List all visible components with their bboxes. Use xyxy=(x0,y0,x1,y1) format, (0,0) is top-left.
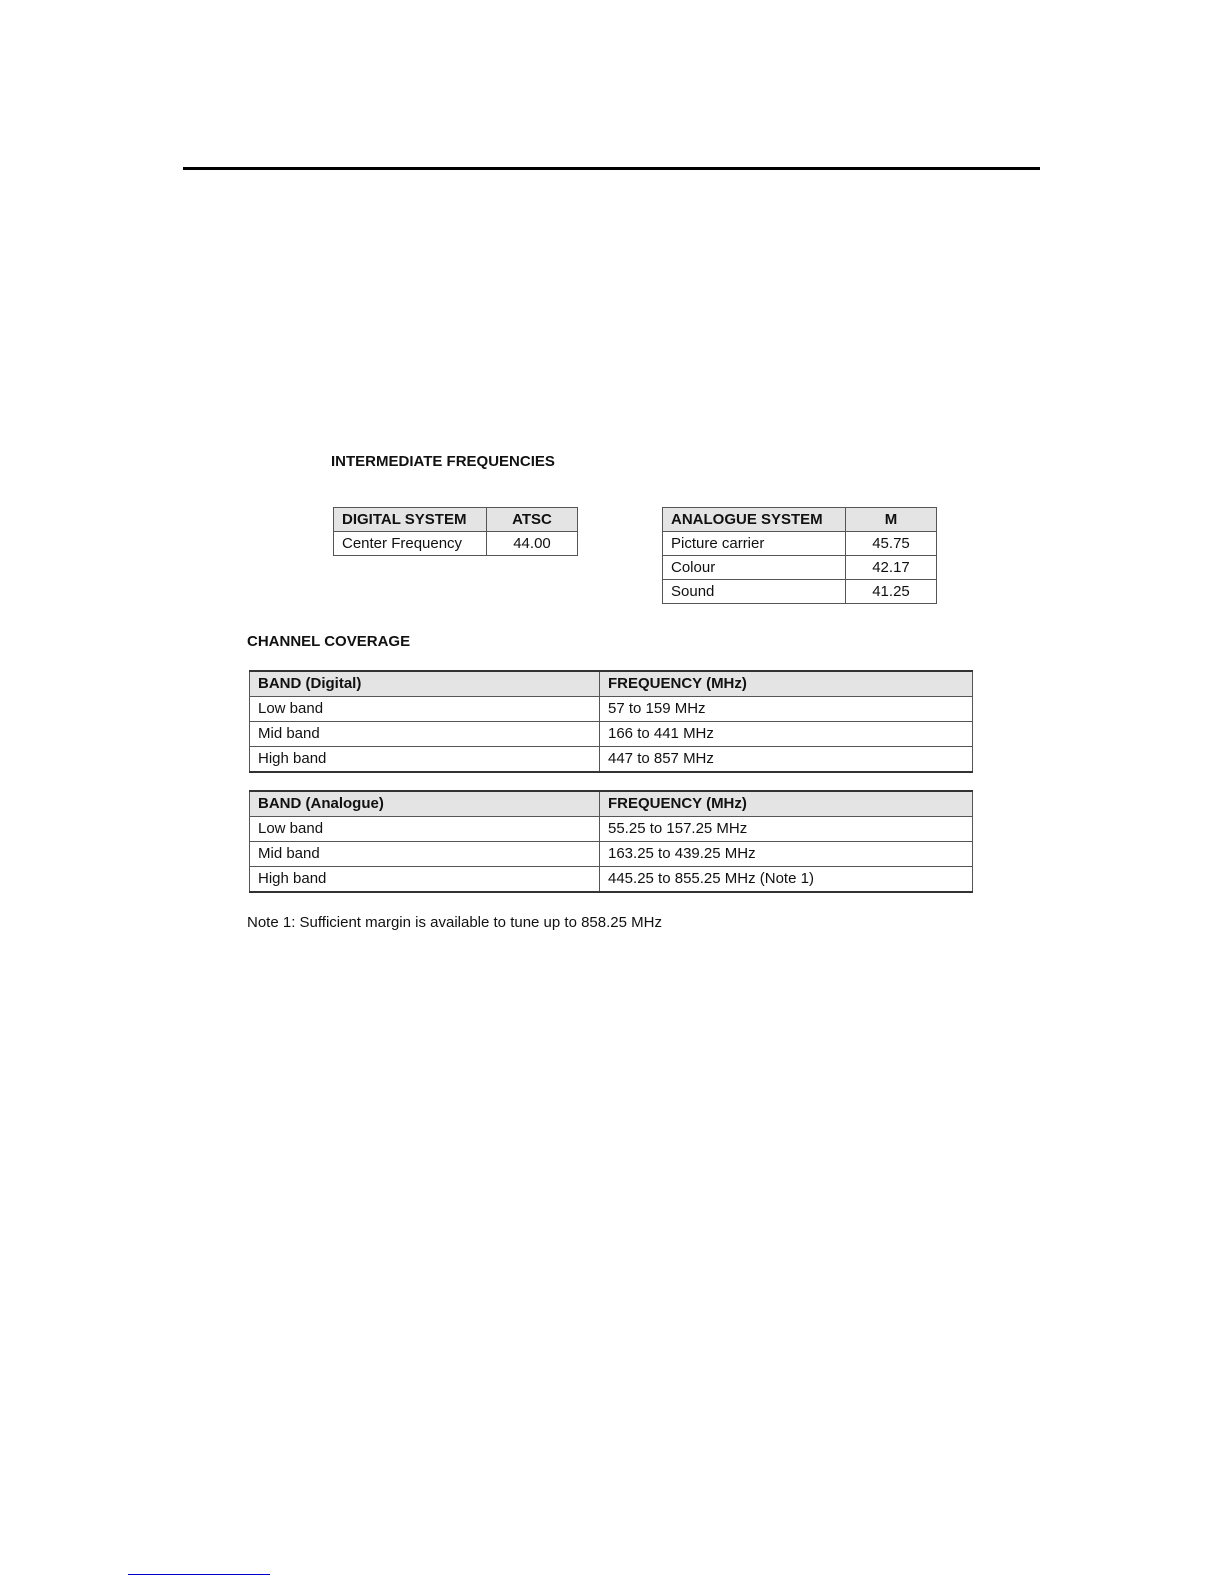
frequency-header: FREQUENCY (MHz) xyxy=(600,791,973,817)
band-frequency: 55.25 to 157.25 MHz xyxy=(600,817,973,842)
frequency-header: FREQUENCY (MHz) xyxy=(600,671,973,697)
band-digital-header: BAND (Digital) xyxy=(250,671,600,697)
band-name: Mid band xyxy=(250,842,600,867)
table-row xyxy=(250,722,973,747)
table-row xyxy=(663,580,937,604)
table-header-row xyxy=(663,508,937,532)
analogue-band-table xyxy=(249,790,973,893)
table-header-row xyxy=(250,791,973,817)
row-value: 44.00 xyxy=(487,532,578,556)
channel-coverage-heading: CHANNEL COVERAGE xyxy=(247,633,411,650)
row-label: Picture carrier xyxy=(663,532,846,556)
footnote: Note 1: Sufficient margin is available to tune up to 858.25 MHz xyxy=(247,914,662,931)
row-value: 45.75 xyxy=(846,532,937,556)
table-row xyxy=(334,532,578,556)
m-header: M xyxy=(846,508,937,532)
table-row xyxy=(250,842,973,867)
band-name: Low band xyxy=(250,697,600,722)
band-frequency: 166 to 441 MHz xyxy=(600,722,973,747)
table-header-row xyxy=(250,671,973,697)
table-row xyxy=(250,817,973,842)
atsc-header: ATSC xyxy=(487,508,578,532)
header-rule xyxy=(183,167,1040,170)
row-label: Sound xyxy=(663,580,846,604)
band-frequency: 445.25 to 855.25 MHz (Note 1) xyxy=(600,867,973,893)
band-frequency: 163.25 to 439.25 MHz xyxy=(600,842,973,867)
analogue-if-table xyxy=(662,507,937,604)
band-frequency: 447 to 857 MHz xyxy=(600,747,973,773)
digital-system-header: DIGITAL SYSTEM xyxy=(334,508,487,532)
table-row xyxy=(663,532,937,556)
band-analogue-header: BAND (Analogue) xyxy=(250,791,600,817)
digital-if-table xyxy=(333,507,578,556)
band-name: High band xyxy=(250,747,600,773)
row-value: 42.17 xyxy=(846,556,937,580)
row-label: Colour xyxy=(663,556,846,580)
table-row xyxy=(250,697,973,722)
analogue-system-header: ANALOGUE SYSTEM xyxy=(663,508,846,532)
table-header-row xyxy=(334,508,578,532)
table-row xyxy=(663,556,937,580)
intermediate-frequencies-heading: INTERMEDIATE FREQUENCIES xyxy=(331,453,555,470)
band-name: Low band xyxy=(250,817,600,842)
band-name: Mid band xyxy=(250,722,600,747)
table-row xyxy=(250,867,973,893)
footer-rule xyxy=(128,1574,270,1575)
row-label: Center Frequency xyxy=(334,532,487,556)
digital-band-table xyxy=(249,670,973,773)
band-frequency: 57 to 159 MHz xyxy=(600,697,973,722)
row-value: 41.25 xyxy=(846,580,937,604)
table-row xyxy=(250,747,973,773)
band-name: High band xyxy=(250,867,600,893)
